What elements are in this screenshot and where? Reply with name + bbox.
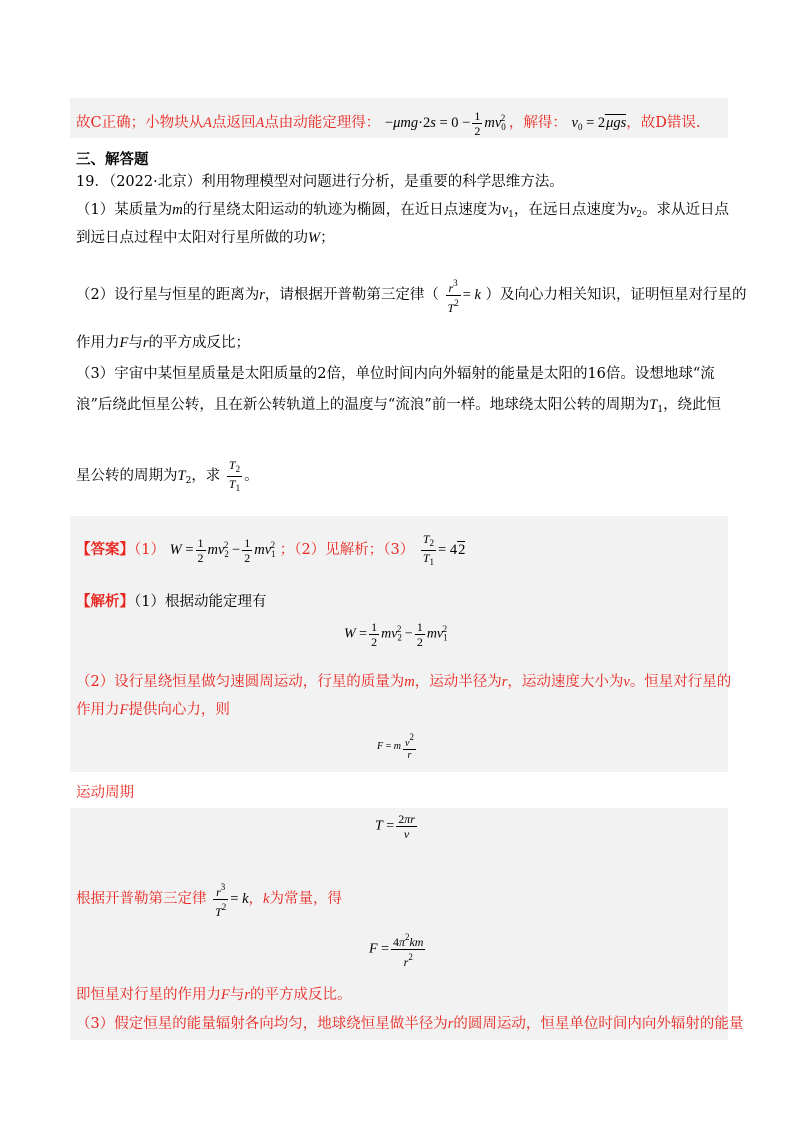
answer-line: 【答案】（1） W = $\frac{1}{2}$ $mv_2^2$ − $\frac{1}{2}$ $mv_1^2$ ；（2）见解析；（3） $\frac{T_2}{T_1}$ = 42 xyxy=(76,532,466,567)
analysis-step1: 【解析】（1）根据动能定理有 xyxy=(76,593,267,610)
period-equation: T = $\frac{2\pi r}{v}$ xyxy=(375,812,415,841)
analysis-step2-line1: （2）设行星绕恒星做匀速圆周运动，行星的质量为m，运动半径为r，运动速度大小为v。恒星对行星的 xyxy=(76,674,732,690)
question-part3-line1: （3）宇宙中某恒星质量是太阳质量的2倍，单位时间内向外辐射的能量是太阳的16倍。设想地球“流 xyxy=(76,366,715,382)
kepler-formula: $\frac{r^3}{T^2}$ = k xyxy=(447,278,481,315)
answer-work-formula: W = $\frac{1}{2}$ $mv_2^2$ − $\frac{1}{2}$ $mv_1^2$ xyxy=(169,536,276,565)
question-part2-line1: （2）设行星与恒星的距离为r，请根据开普勒第三定律（ $\frac{r^3}{T^2}$ = k ）及向心力相关知识，证明恒星对行星的 xyxy=(76,278,747,315)
analysis-step2-line2: 作用力F提供向心力，则 xyxy=(76,702,230,718)
centripetal-force-equation: F = m $\frac{v2}{r}$ xyxy=(377,732,414,761)
answer-ratio-formula: $\frac{T_2}{T_1}$ = 42 xyxy=(422,532,466,567)
section-title: 三、解答题 xyxy=(76,151,149,168)
top-line: 故C正确；小物块从A点返回A点由动能定理得： −μmg·2s = 0 − $\frac{1}{2}$ $mv_0^2$ ，解得： $v_0 = 2\mu gs$，故D错误. xyxy=(76,109,701,139)
question-part1-line2: 到远日点过程中太阳对行星所做的功W； xyxy=(76,230,335,246)
question-part3-line2: 浪”后绕此恒星公转，且在新公转轨道上的温度与“流浪”前一样。地球绕太阳公转的周期为$T_1$，绕此恒 xyxy=(76,397,722,415)
period-ratio: $\frac{T_2}{T_1}$ xyxy=(228,458,241,493)
analysis-work-equation: W = $\frac{1}{2}$ $mv_2^2$ − $\frac{1}{2}$ $mv_1^2$ xyxy=(344,620,448,649)
shaded-block-period xyxy=(70,808,728,1040)
energy-equation: −μmg·2s = 0 − $\frac{1}{2}$ $mv_0^2$ xyxy=(384,109,506,139)
kepler-law-inline: $\frac{r^3}{T^2}$ = k xyxy=(215,882,249,919)
force-result-equation: F = $\frac{4\pi^2km}{r^2}$ xyxy=(369,932,424,969)
analysis-step3: 运动周期 xyxy=(76,785,134,801)
velocity-solution: $v_0 = 2\mu gs$ xyxy=(571,115,627,132)
question-part2-line2: 作用力F与r的平方成反比； xyxy=(76,335,251,351)
question-part3-line3: 星公转的周期为$T_2$，求 $\frac{T_2}{T_1}$ 。 xyxy=(76,458,259,493)
question-part1-line1: （1）某质量为m的行星绕太阳运动的轨迹为椭圆，在近日点速度为$v_1$，在远日点速度为$v_2$。求从近日点 xyxy=(76,202,730,220)
question-intro: 19．（2022·北京）利用物理模型对问题进行分析，是重要的科学思维方法。 xyxy=(76,174,564,190)
analysis-step6: （3）假定恒星的能量辐射各向均匀，地球绕恒星做半径为r的圆周运动，恒星单位时间内向外辐射的能量 xyxy=(76,1016,744,1032)
analysis-step4: 根据开普勒第三定律 $\frac{r^3}{T^2}$ = k，k为常量，得 xyxy=(76,882,342,919)
analysis-step5: 即恒星对行星的作用力F与r的平方成反比。 xyxy=(76,987,352,1003)
